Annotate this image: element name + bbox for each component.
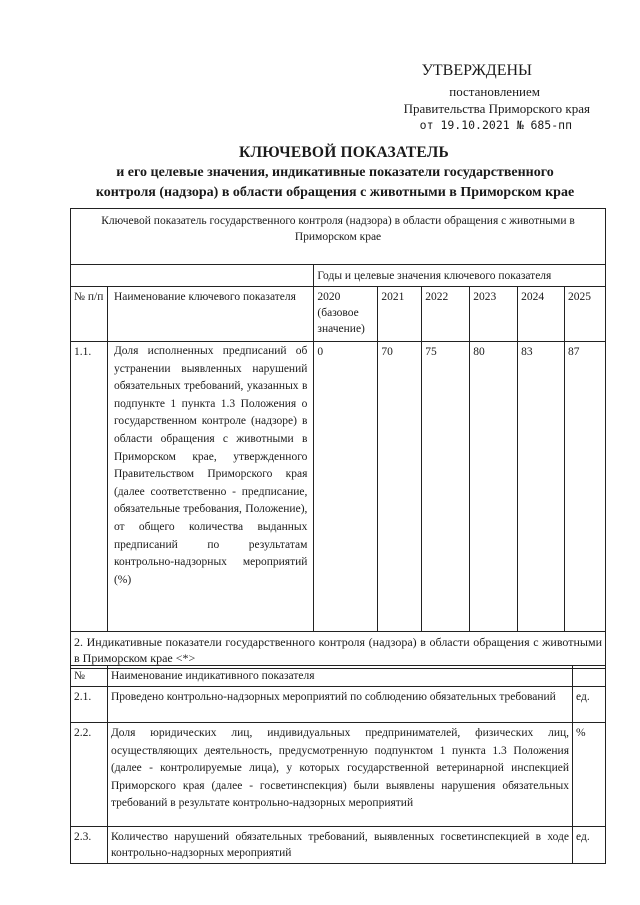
indicative-indicators-table (70, 665, 606, 864)
value-cell: 87 (565, 342, 606, 632)
ind-col-unit-header (573, 666, 606, 687)
year-header: 2025 (565, 287, 606, 342)
value-cell: 80 (470, 342, 518, 632)
ind-row-unit: ед. (573, 687, 606, 723)
row-number: 1.1. (71, 342, 108, 632)
ind-row-name: Проведено контрольно-надзорных мероприятий по соблюдению обязательных требований (107, 687, 572, 723)
ind-row-unit: % (573, 723, 606, 827)
value-cell: 75 (422, 342, 470, 632)
approved-government: Правительства Приморского края (403, 101, 590, 116)
indicator-name: Доля исполненных предписаний об устранении выявленных нарушений обязательных требований, указанных в подпункте 1 пункта 1.3 Положения о государственном контроле (надзоре) в области обращения с животными в Приморском крае, утвержденного Правительством Приморского края (далее соответственно - предписание, обязательные требования, Положение), от общего количества выданных предписаний по результатам контрольно-надзорных мероприятий (%) (107, 342, 313, 632)
ind-row-unit: ед. (573, 827, 606, 864)
ind-row-number: 2.1. (71, 687, 108, 723)
title-sub-1: и его целевые значения, индикативные показатели государственного (116, 165, 554, 180)
value-cell: 70 (378, 342, 422, 632)
approved-by-resolution: постановлением (449, 84, 540, 99)
title-main: КЛЮЧЕВОЙ ПОКАЗАТЕЛЬ (239, 144, 449, 161)
document-title (70, 143, 600, 202)
year-header: 2022 (422, 287, 470, 342)
ind-col-num-header: № (71, 666, 108, 687)
year-header: 2020 (базовое значение) (314, 287, 378, 342)
title-sub-2: контроля (надзора) в области обращения с животными в Приморском крае (95, 185, 575, 200)
ind-col-name-header: Наименование индикативного показателя (107, 666, 572, 687)
approved-label: УТВЕРЖДЕНЫ (421, 62, 532, 79)
ind-row-name: Количество нарушений обязательных требований, выявленных госветинспекцией в ходе контрольно-надзорных мероприятий (107, 827, 572, 864)
table-caption: Ключевой показатель государственного контроля (надзора) в области обращения с животными в Приморском крае (71, 209, 606, 265)
value-cell: 0 (314, 342, 378, 632)
key-indicator-table (70, 208, 606, 669)
col-name-header: Наименование ключевого показателя (107, 287, 313, 342)
empty-header-cell (71, 265, 314, 287)
years-header: Годы и целевые значения ключевого показателя (314, 265, 606, 287)
ind-row-name: Доля юридических лиц, индивидуальных предпринимателей, физических лиц, осуществляющих деятельность, предусмотренную подпунктом 1 пункта 1.3 Положения (далее - контролируемые лица), у которых государственной ветеринарной инспекцией Приморского края (далее - госветинспекция) были выявлены нарушения обязательных требований в результате контрольно-надзорных мероприятий (107, 723, 572, 827)
ind-row-number: 2.2. (71, 723, 108, 827)
year-header: 2024 (518, 287, 565, 342)
value-cell: 83 (518, 342, 565, 632)
year-header: 2021 (378, 287, 422, 342)
year-header: 2023 (470, 287, 518, 342)
col-num-header: № п/п (71, 287, 108, 342)
approved-date-number: от 19.10.2021 № 685-пп (419, 118, 572, 132)
approval-stamp (330, 62, 590, 134)
section-2-title: 2. Индикативные показатели государственного контроля (надзора) в области обращения с животными в Приморском крае <*> (71, 632, 606, 669)
ind-row-number: 2.3. (71, 827, 108, 864)
